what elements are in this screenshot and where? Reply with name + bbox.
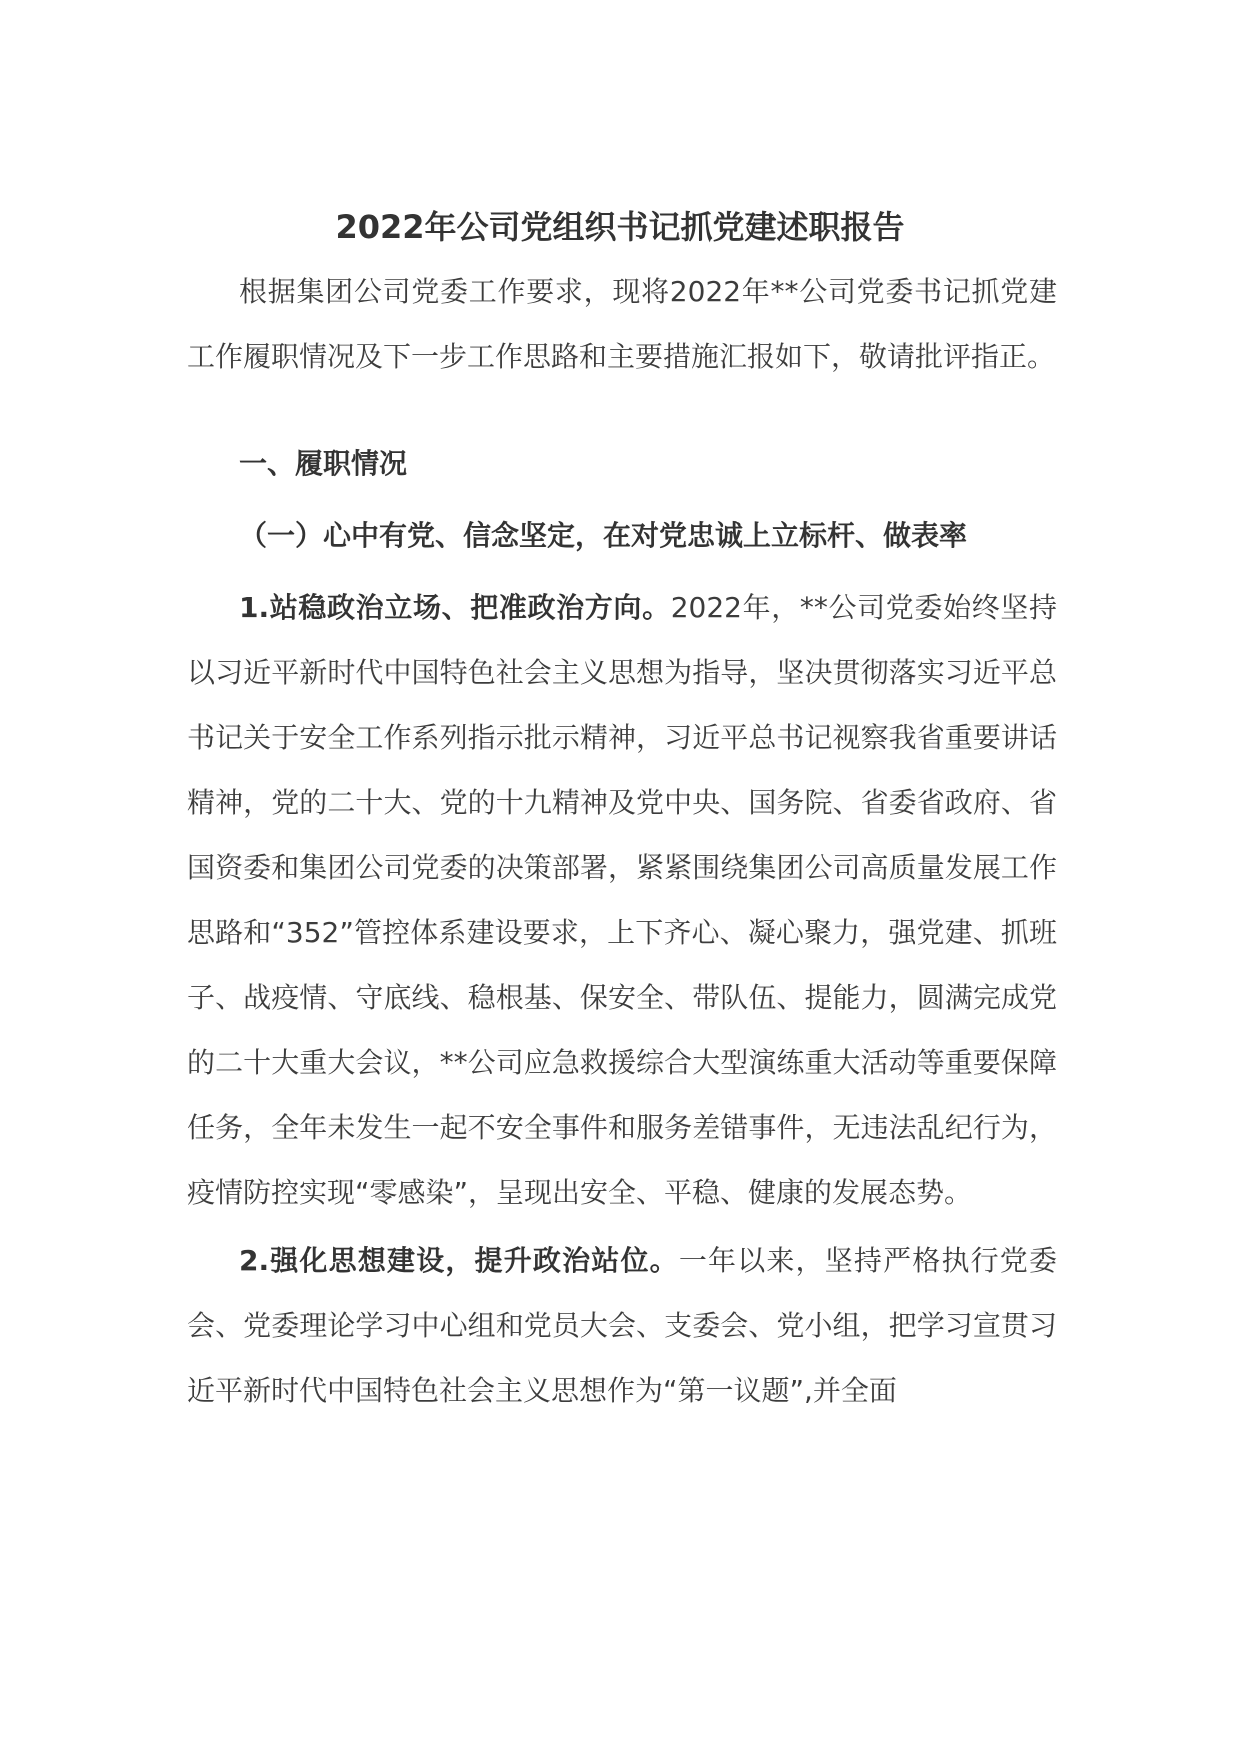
item-2-paragraph bbox=[187, 1228, 1057, 1423]
item-1-paragraph bbox=[187, 575, 1057, 1225]
item-1-lead: 1.站稳政治立场、把准政治方向。 bbox=[239, 591, 671, 624]
subsection-heading-loyalty: （一）心中有党、信念坚定，在对党忠诚上立标杆、做表率 bbox=[239, 519, 968, 552]
section-heading-performance: 一、履职情况 bbox=[239, 447, 408, 480]
item-2-body: 一年以来，坚持严格执行党委会、党委理论学习中心组和党员大会、支委会、党小组，把学习宣贯习近平新时代中国特色社会主义思想作为“第一议题”,并全面 bbox=[187, 1244, 1057, 1407]
item-2-lead: 2.强化思想建设，提升政治站位。 bbox=[239, 1244, 679, 1277]
intro-paragraph: 根据集团公司党委工作要求，现将2022年**公司党委书记抓党建工作履职情况及下一步工作思路和主要措施汇报如下，敬请批评指正。 bbox=[187, 275, 1057, 373]
document-title: 2022年公司党组织书记抓党建述职报告 bbox=[335, 208, 905, 246]
item-1-body: 2022年，**公司党委始终坚持以习近平新时代中国特色社会主义思想为指导，坚决贯彻落实习近平总书记关于安全工作系列指示批示精神，习近平总书记视察我省重要讲话精神，党的二十大、党的十九精神及党中央、国务院、省委省政府、省国资委和集团公司党委的决策部署，紧紧围绕集团公司高质量发展工作思路和“352”管控体系建设要求，上下齐心、凝心聚力，强党建、抓班子、战疫情、守底线、稳根基、保安全、带队伍、提能力，圆满完成党的二十大重大会议，**公司应急救援综合大型演练重大活动等重要保障任务，全年未发生一起不安全事件和服务差错事件，无违法乱纪行为，疫情防控实现“零感染”，呈现出安全、平稳、健康的发展态势。 bbox=[187, 591, 1057, 1209]
